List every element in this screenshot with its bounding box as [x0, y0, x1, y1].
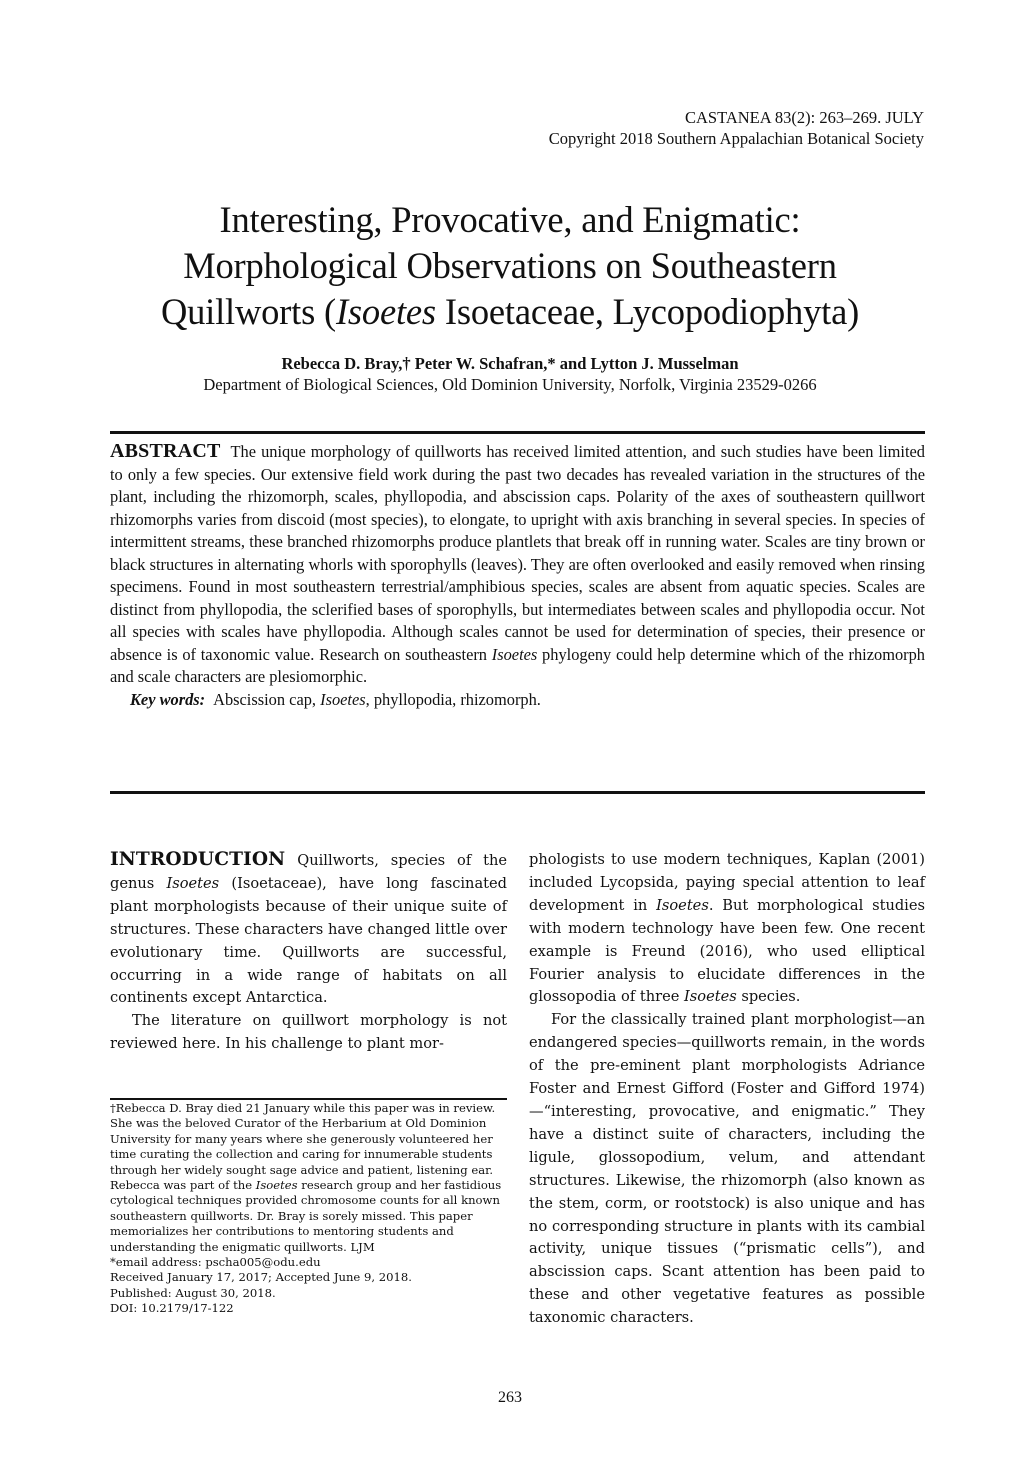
- author-list: Rebecca D. Bray,† Peter W. Schafran,* and Lytton J. Musselman: [281, 354, 739, 373]
- journal-header: [549, 107, 924, 149]
- genus-name: Isoetes: [656, 896, 709, 914]
- paragraph-text: phologists to use modern techniques, Kaplan (2001) included Lycopsida, paying special attention to leaf development in: [529, 851, 925, 914]
- affiliation: Department of Biological Sciences, Old Dominion University, Norfolk, Virginia 23529-0266: [203, 375, 817, 394]
- footnotes: [110, 1101, 510, 1317]
- abstract-text: The unique morphology of quillworts has received limited attention, and such studies have been limited to only a few species. Our extensive field work during the past two decades has revealed variation in the structures of the plant, including the rhizomorph, scales, phyllopodia, and abscission caps. Polarity of the axes of southeastern quillwort rhizomorphs varies from discoid (most species), to elongate, to upright with axis branching in several species. In species of intermittent streams, these branched rhizomorphs produce plantlets that break off in running water. Scales are tiny brown or black structures in alternating whorls with sporophylls (leaves). They are often overlooked and easily removed when rinsing specimens. Found in most southeastern terrestrial/amphibious species, scales are absent from aquatic species. Scales are distinct from phyllopodia, the sclerified bases of sporophylls, but intermediates between scales and phyllopodia occur. Not all species with scales have phyllopodia. Although scales cannot be used for determination of species, their presence or absence is of taxonomic value. Research on southeastern: [110, 442, 925, 664]
- keywords-label: Key words:: [130, 690, 206, 710]
- footnote-text: †Rebecca D. Bray died 21 January while this paper was in review. She was the beloved Curator of the Herbarium at Old Dominion University for many years where she generously volunteered her time curating the collection and caring for innumerable students through her widely sought sage advice and patient, listening ear. Rebecca was part of the: [110, 1101, 496, 1193]
- doi: DOI: 10.2179/17-122: [110, 1301, 234, 1316]
- keyword-text: Abscission cap,: [213, 690, 321, 710]
- memorial-footnote: [110, 1101, 510, 1255]
- abstract: [110, 440, 925, 712]
- paragraph-text: species.: [736, 988, 801, 1006]
- published-date: Published: August 30, 2018.: [110, 1285, 276, 1300]
- genus-name: Isoetes: [255, 1178, 298, 1193]
- abstract-bottom-rule: [110, 791, 925, 794]
- title-line-1: Interesting, Provocative, and Enigmatic:: [219, 199, 801, 240]
- abstract-heading: ABSTRACT: [110, 440, 221, 462]
- article-title: [90, 197, 930, 335]
- title-text: Isoetaceae, Lycopodiophyta): [435, 291, 860, 332]
- intro-paragraph-2-cont: [529, 849, 925, 1009]
- received-date: Received January 17, 2017; Accepted June 9, 2018.: [110, 1270, 412, 1285]
- title-line-3: [90, 289, 930, 335]
- abstract-genus: Isoetes: [491, 644, 538, 664]
- genus-name: Isoetes: [684, 988, 737, 1006]
- abstract-top-rule: [110, 431, 925, 434]
- copyright-notice: Copyright 2018 Southern Appalachian Botanical Society: [548, 129, 924, 148]
- intro-paragraph-1: [110, 849, 507, 1010]
- page-number: 263: [498, 1389, 522, 1406]
- paragraph-text: (Isoetaceae), have long fascinated plant morphologists because of their unique suite of structures. These characters have changed little over evolutionary time. Quillworts are successful, occurring in a wide range of habitats on all continents except Antarctica.: [110, 874, 507, 1007]
- title-text: Quillworts (: [160, 291, 336, 332]
- keywords: [110, 689, 925, 712]
- email-footnote: *email address: pscha005@odu.edu: [110, 1255, 321, 1270]
- keyword-genus: Isoetes: [320, 690, 366, 710]
- keyword-text: , phyllopodia, rhizomorph.: [365, 690, 541, 710]
- intro-heading: INTRODUCTION: [110, 849, 286, 870]
- paragraph-text: . But morphological studies with modern technology have been few. One recent example is Freund (2016), who used elliptical Fourier analysis to elucidate differences in the glossopodia of three: [529, 896, 925, 1006]
- genus-name: Isoetes: [166, 874, 220, 892]
- footnote-rule: [110, 1098, 507, 1100]
- intro-paragraph-3: For the classically trained plant morphologist—an endangered species—quillworts remain, in the words of the pre-eminent plant morphologists Adriance Foster and Ernest Gifford (Foster and Gifford 1974)—“interesting, provocative, and enigmatic.” They have a distinct suite of characters, including the ligule, glossopodium, velum, and attendant structures. Likewise, the rhizomorph (also known as the stem, corm, or rootstock) is also unique and has no corresponding structure in plants with its cambial activity, unique tissues (“prismatic cells”), and abscission caps. Scant attention has been paid to these and other vegetative features as possible taxonomic characters.: [529, 1011, 925, 1327]
- left-column: [110, 849, 507, 1056]
- intro-paragraph-2-start: The literature on quillwort morphology is not reviewed here. In his challenge to plant mor-: [110, 1012, 507, 1053]
- footnote-text: research group and her fastidious cytological techniques provided chromosome counts for all known southeastern quillworts. Dr. Bray is sorely missed. This paper memorializes her contributions to mentoring students and understanding the enigmatic quillworts. LJM: [110, 1178, 502, 1254]
- title-genus: Isoetes: [335, 291, 436, 332]
- abstract-text-end: phylogeny could help determine which of the rhizomorph and scale characters are plesiomorphic.: [110, 644, 925, 687]
- paragraph-text: Quillworts, species of the genus: [110, 852, 507, 892]
- journal-citation: CASTANEA 83(2): 263–269. JULY: [684, 108, 924, 127]
- title-line-2: Morphological Observations on Southeastern: [183, 245, 837, 286]
- right-column: [529, 849, 925, 1330]
